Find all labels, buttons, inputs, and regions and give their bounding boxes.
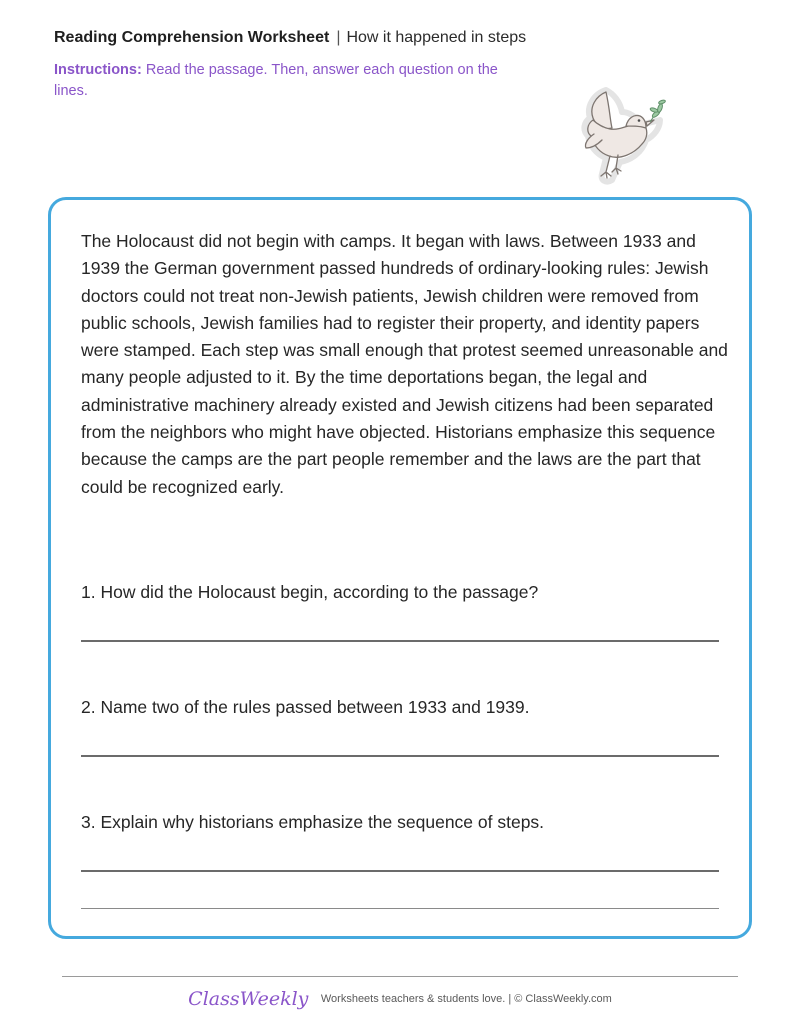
dove-with-olive-branch-icon (576, 82, 666, 190)
reading-passage: The Holocaust did not begin with camps. It began with laws. Between 1933 and 1939 the German government passed hundreds of ordinary-looking rules: Jewish doctors could not treat non-Jewish patients, Jewish children were removed from public schools, Jewish families had to register their property, and identity papers were stamped. Each step was small enough that protest seemed unreasonable and many people adjusted to it. By the time deportations began, the legal and administrative machinery already existed and Jewish citizens had been separated from the neighbors who might have objected. Historians emphasize this sequence because the camps are the part people remember and the laws are the part that could be recognized early. (81, 231, 728, 497)
question-2: 2. Name two of the rules passed between 1933 and 1939. (81, 697, 530, 717)
answer-line-1[interactable] (81, 640, 719, 642)
question-3: 3. Explain why historians emphasize the sequence of steps. (81, 812, 545, 832)
instructions-text: Read the passage. Then, answer each question on the lines. (54, 62, 498, 99)
question-1: 1. How did the Holocaust begin, according to the passage? (81, 582, 539, 602)
footer-tagline: Worksheets teachers & students love. | © ClassWeekly.com (320, 993, 612, 1005)
answer-line-3a[interactable] (81, 870, 719, 872)
footer (0, 988, 800, 1010)
worksheet-header (54, 28, 526, 48)
brand-logo: ClassWeekly (188, 988, 309, 1010)
header-separator: | (336, 29, 341, 46)
footer-divider (62, 976, 738, 977)
answer-line-3b[interactable] (81, 908, 719, 909)
instructions (54, 60, 514, 102)
instructions-lead: Instructions: (54, 62, 142, 78)
answer-line-2[interactable] (81, 755, 719, 757)
worksheet-subtitle: How it happened in steps (346, 29, 527, 46)
worksheet-title: Reading Comprehension Worksheet (54, 29, 330, 46)
